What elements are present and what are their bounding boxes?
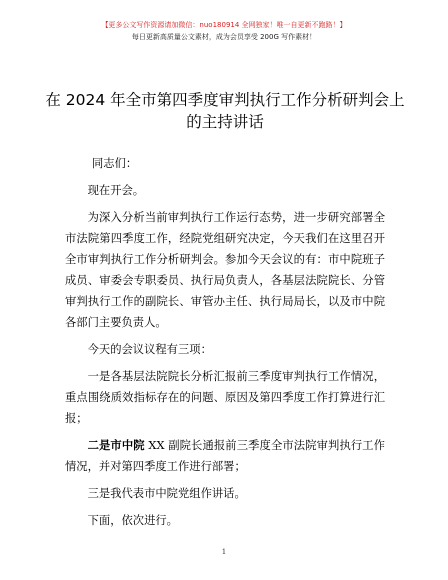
agenda-item-2-rest: XX 副院长通报前三季度全市法院审判执行工作情况，并对第四季度工作进行部署； xyxy=(65,439,385,473)
document-body xyxy=(65,153,385,537)
paragraph-purpose: 为深入分析当前审判执行工作运行态势，进一步研究部署全市法院第四季度工作，经院党组研究决定，今天我们在这里召开全市审判执行工作分析研判会。参加今天会议的有：市中院班子成员、审委会专职委员、执行局负责人，各基层法院院长、分管审判执行工作的副院长、审管办主任、执行局局长，以及市中院各部门主要负责人。 xyxy=(65,211,385,329)
paragraph-proceed: 下面，依次进行。 xyxy=(87,514,178,527)
agenda-item-2-bold: 二是市中院 xyxy=(87,438,145,452)
paragraph-open: 现在开会。 xyxy=(87,184,145,197)
paragraph-agenda-intro: 今天的会议议程有三项： xyxy=(87,343,212,356)
paragraph-agenda-item-2 xyxy=(65,435,385,477)
greeting: 同志们： xyxy=(92,157,138,170)
page-number: 1 xyxy=(221,548,227,556)
promo-banner-line-1: 【更多公文写作资源请加微信：nuo180914 全网独家！唯一自更新不跑路！】 xyxy=(101,21,347,29)
paragraph-agenda-item-1: 一是各基层法院院长分析汇报前三季度审判执行工作情况，重点围绕质效指标存在的问题、原因及第四季度工作打算进行汇报； xyxy=(65,370,385,425)
document-title: 在 2024 年全市第四季度审判执行工作分析研判会上的主持讲话 xyxy=(45,91,405,131)
promo-banner-line-2: 每日更新高质量公文素材，成为会员享受 200G 写作素材！ xyxy=(131,33,317,41)
paragraph-agenda-item-3: 三是我代表市中院党组作讲话。 xyxy=(87,487,246,500)
